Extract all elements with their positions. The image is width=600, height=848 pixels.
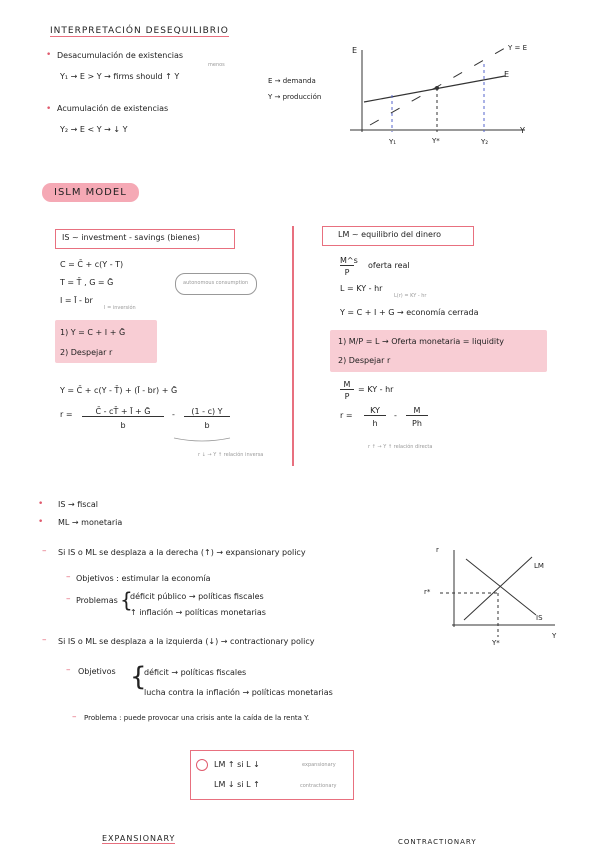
islm-r-star: r*	[424, 588, 431, 596]
lm-eq-rhs: = KY - hr	[358, 385, 394, 394]
lm-l-note: L(r) = KY - hr	[394, 293, 427, 299]
note-demanda: E → demanda	[268, 77, 316, 85]
is-heading: IS ~ investment - savings (bienes)	[62, 233, 200, 242]
note-produccion: Y → producción	[268, 93, 322, 101]
graph-axis-y: Y	[520, 126, 525, 135]
bullet-is: IS → fiscal	[58, 500, 98, 509]
right-shift-text: Si IS o ML se desplaza a la derecha (↑) → expansionary policy	[58, 548, 306, 557]
bubble-note: autonomous consumption	[183, 280, 249, 286]
is-eq3: I = Ī - br	[60, 296, 93, 305]
dash-marker: –	[66, 572, 71, 582]
lm-r-frac2-den: Ph	[412, 419, 422, 428]
lm-r-frac2-num: M	[406, 406, 428, 416]
brace: {	[120, 588, 133, 612]
is-r-label: r =	[60, 410, 73, 419]
lm-summary-box	[190, 750, 354, 800]
lm-eq-frac-den: P	[344, 392, 350, 401]
lm-y-eq: Y = C + I + G → economía cerrada	[340, 308, 479, 317]
bullet-dot: •	[46, 50, 52, 60]
objetivos-2-label: Objetivos	[78, 667, 116, 676]
equilibrium-graph	[340, 40, 540, 155]
box-line-1: LM ↑ si L ↓	[214, 760, 260, 769]
box-note-1: expansionary	[302, 762, 336, 768]
column-divider	[292, 226, 294, 466]
problema-2: Problema : puede provocar una crisis ante la caída de la renta Y.	[84, 714, 310, 722]
dash-marker: –	[42, 546, 47, 556]
is-step1: 1) Y = C + I + Ḡ	[60, 328, 126, 337]
objetivos-1: Objetivos : estimular la economía	[76, 574, 211, 583]
menos-tag: menos	[208, 62, 225, 68]
box-note-2: contractionary	[300, 783, 337, 789]
tick-y1: Y₁	[389, 138, 397, 146]
dash-marker: –	[42, 635, 47, 645]
is-r-minus: -	[172, 410, 175, 419]
lm-mp-num: M^s	[340, 256, 358, 265]
bullet-dot: •	[38, 517, 44, 527]
islm-curve-lm: LM	[534, 562, 544, 570]
tick-y2: Y₂	[481, 138, 489, 146]
dash-marker: –	[66, 594, 71, 604]
objetivos-2-a: déficit → políticas fiscales	[144, 668, 247, 677]
circle-marker	[196, 759, 208, 771]
lm-eq-frac-num: M	[340, 380, 354, 390]
lm-r-label: r =	[340, 411, 353, 420]
lm-step1: 1) M/P = L → Oferta monetaria = liquidity	[338, 337, 505, 346]
islm-axis-r: r	[436, 546, 439, 554]
islm-axis-y: Y	[552, 632, 557, 640]
is-brace	[172, 436, 232, 444]
lm-l-eq: L = KY - hr	[340, 284, 383, 293]
lm-r-frac1-num: KY	[364, 406, 386, 416]
lm-r-note: r ↑ → Y ↑ relación directa	[368, 444, 433, 450]
brace: {	[130, 662, 147, 692]
problemas-a: déficit público → políticas fiscales	[130, 592, 264, 601]
is-r-frac1-num: C̄ - cT̄ + Ī + Ḡ	[82, 407, 164, 417]
is-eq1: C = C̄ + c(Y - T)	[60, 260, 124, 269]
is-r-frac1-den: b	[120, 421, 126, 430]
box-line-2: LM ↓ si L ↑	[214, 780, 260, 789]
acumulacion-formula: Y₂ → E < Y → ↓ Y	[60, 125, 128, 134]
lm-step2: 2) Despejar r	[338, 356, 391, 365]
is-r-frac2-num: (1 - c) Y	[184, 407, 230, 417]
islm-y-star: Y*	[492, 639, 500, 647]
islm-curve-is: IS	[536, 614, 543, 622]
dash-marker: –	[72, 712, 77, 722]
islm-graph	[440, 545, 560, 640]
is-eq2: T = T̄ , G = Ḡ	[60, 278, 114, 287]
lm-mp-den: P	[344, 268, 350, 277]
bullet-ml: ML → monetaria	[58, 518, 123, 527]
lm-r-frac1-den: h	[372, 419, 378, 428]
desacumulacion-label: Desacumulación de existencias	[57, 51, 184, 60]
lm-r-minus: -	[394, 411, 397, 420]
bullet-dot: •	[38, 499, 44, 509]
is-eq4: Y = C̄ + c(Y - T̄) + (Ī - br) + Ḡ	[60, 386, 178, 395]
graph-axis-e: E	[352, 46, 358, 55]
section-title: INTERPRETACIÓN DESEQUILIBRIO	[50, 26, 229, 36]
is-r-note: r ↓ → Y ↑ relación inversa	[198, 452, 264, 458]
acumulacion-label: Acumulación de existencias	[57, 104, 169, 113]
footer-contractionary: CONTRACTIONARY	[398, 838, 477, 846]
objetivos-2-b: lucha contra la inflación → políticas monetarias	[144, 688, 333, 697]
footer-expansionary: EXPANSIONARY	[102, 834, 176, 843]
tick-ystar: Y*	[432, 137, 440, 145]
is-step2: 2) Despejar r	[60, 348, 113, 357]
lm-mp-label: oferta real	[368, 261, 410, 270]
problemas-label: Problemas	[76, 596, 118, 605]
islm-title: ISLM MODEL	[42, 183, 139, 202]
line-label-ye: Y = E	[508, 44, 528, 52]
is-r-frac2-den: b	[204, 421, 210, 430]
is-eq3-note: I = inversión	[104, 305, 136, 311]
lm-heading: LM ~ equilibrio del dinero	[338, 230, 441, 239]
left-shift-text: Si IS o ML se desplaza a la izquierda (↓) → contractionary policy	[58, 637, 315, 646]
line-label-e: E	[504, 70, 510, 79]
bullet-dot: •	[46, 104, 52, 114]
dash-marker: –	[66, 665, 71, 675]
desacumulacion-formula: Y₁ → E > Y → firms should ↑ Y	[60, 72, 180, 81]
problemas-b: ↑ inflación → políticas monetarias	[130, 608, 266, 617]
